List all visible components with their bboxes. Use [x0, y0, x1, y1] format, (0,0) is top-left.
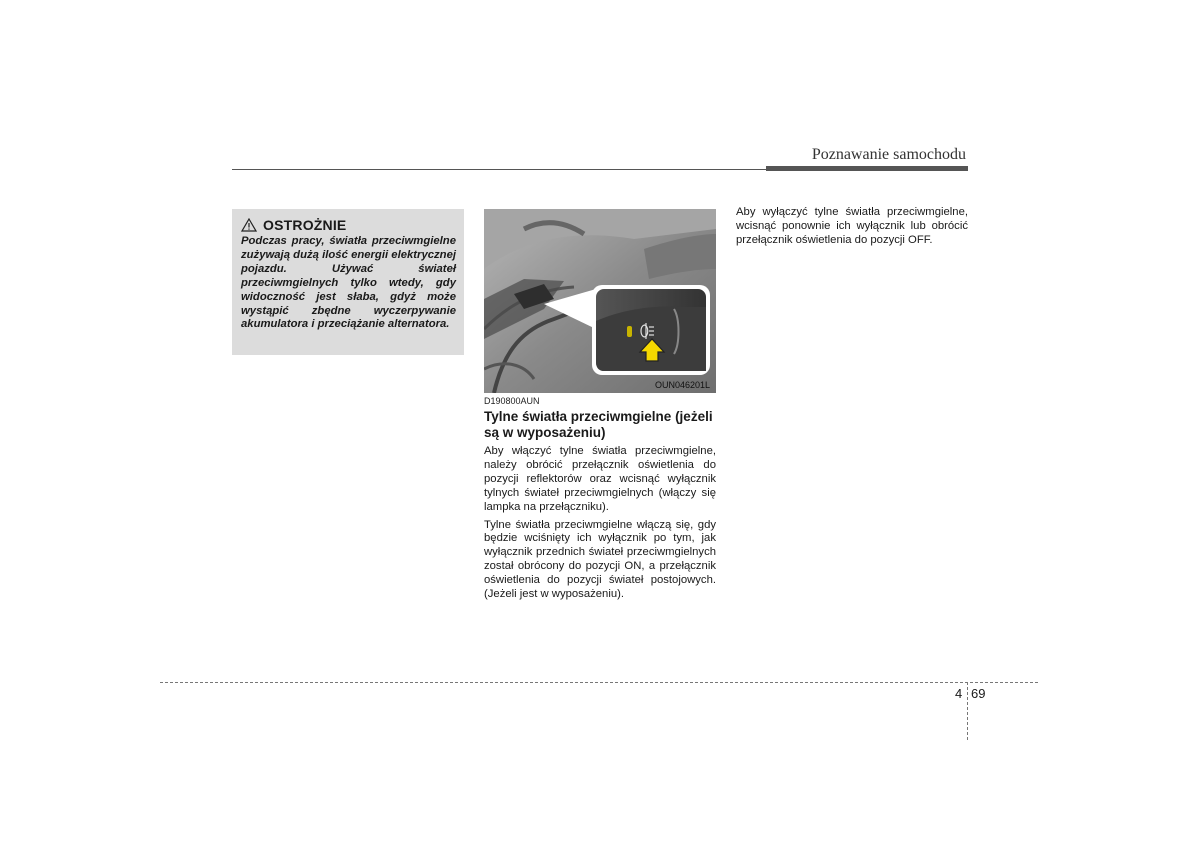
caution-text: Podczas pracy, światła przeciwmgielne zużywają dużą ilość energii elektrycznej pojazdu. Używać świateł przeciwmgielnych tylko wtedy, gdy widoczność jest słaba, gdyż może wystąpić zbędne wyczerpywanie akumulatora i przeciążanie alternatora.	[241, 235, 456, 331]
fog-light-switch-photo	[484, 209, 716, 393]
caution-title: OSTROŻNIE	[263, 217, 347, 233]
right-column	[736, 206, 968, 252]
header-rule	[232, 169, 766, 170]
paragraph: Aby wyłączyć tylne światła przeciwmgielne, wcisnąć ponownie ich wyłącznik lub obrócić przełącznik oświetlenia do pozycji OFF.	[736, 206, 968, 246]
chapter-number: 4	[955, 686, 963, 701]
paragraph: Aby włączyć tylne światła przeciwmgielne, należy obrócić przełącznik oświetlenia do pozycji reflektorów oraz wcisnąć wyłącznik tylnych świateł przeciwmgielnych (włączy się lampka na przełączniku).	[484, 445, 716, 513]
header-title: Poznawanie samochodu	[811, 146, 966, 163]
warning-triangle-icon	[241, 218, 257, 232]
section-body	[484, 445, 716, 606]
footer-rule	[160, 682, 1038, 683]
footer-divider	[967, 682, 968, 740]
paragraph: Tylne światła przeciwmgielne włączą się, gdy będzie wciśnięty ich wyłącznik po tym, jak wyłącznik przednich świateł przeciwmgielnych został obrócony do pozycji ON, a przełącznik oświetlenia do pozycji świateł postojowych. (Jeżeli jest w wyposażeniu).	[484, 518, 716, 601]
caution-box	[232, 209, 464, 355]
caution-heading	[241, 217, 456, 233]
section-code: D190800AUN	[484, 396, 540, 406]
header-rule-accent	[766, 166, 968, 171]
section-title: Tylne światła przeciwmgielne (jeżeli są w wyposażeniu)	[484, 409, 713, 440]
figure-code: OUN046201L	[654, 380, 710, 390]
page-number: 69	[971, 686, 986, 701]
